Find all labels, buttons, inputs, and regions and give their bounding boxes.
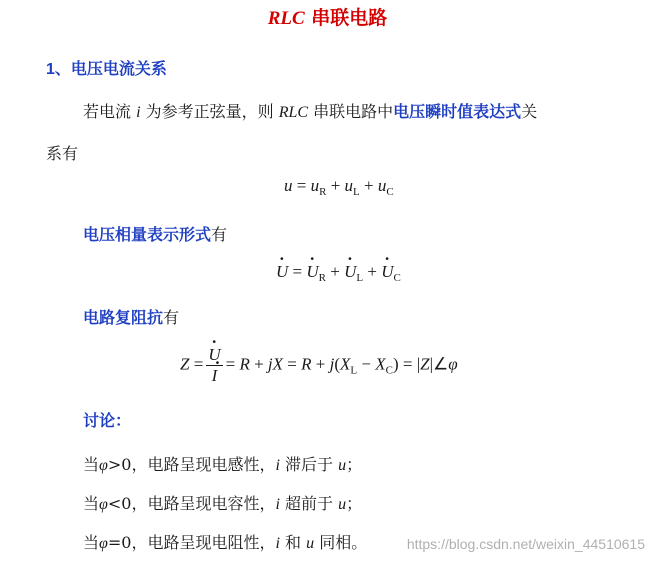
equation-impedance: Z = · U · I = R + jX = $R + j(X_L - X_C)$ = |Z|∠φ	[180, 345, 458, 386]
case-inductive: 当φ>0，电路呈现电感性，i 滞后于 u；	[83, 455, 363, 474]
page-title: RLC 串联电路	[267, 7, 388, 29]
equation-phasor: · U = · $U_R$ + · $U_L$ + · $U_C$	[276, 262, 401, 284]
watermark: https://blog.csdn.net/weixin_44510615	[406, 536, 645, 552]
equation-instantaneous: $u = u_R + u_L + u_C$	[284, 176, 394, 198]
label-phasor-form: 电压相量表示形式有	[83, 225, 228, 244]
label-impedance: 电路复阻抗有	[83, 308, 180, 327]
paragraph-line-1: 若电流 i 为参考正弦量，则 RLC 串联电路中电压瞬时值表达式关	[83, 102, 538, 121]
discussion-label: 讨论：	[83, 413, 132, 430]
case-capacitive: 当φ<0，电路呈现电容性，i 超前于 u；	[83, 494, 363, 513]
case-resistive: 当φ=0，电路呈现电阻性，i 和 u 同相。	[83, 533, 368, 552]
paragraph-line-2: 系有	[46, 144, 79, 163]
section-heading: 1、电压电流关系	[46, 61, 167, 78]
